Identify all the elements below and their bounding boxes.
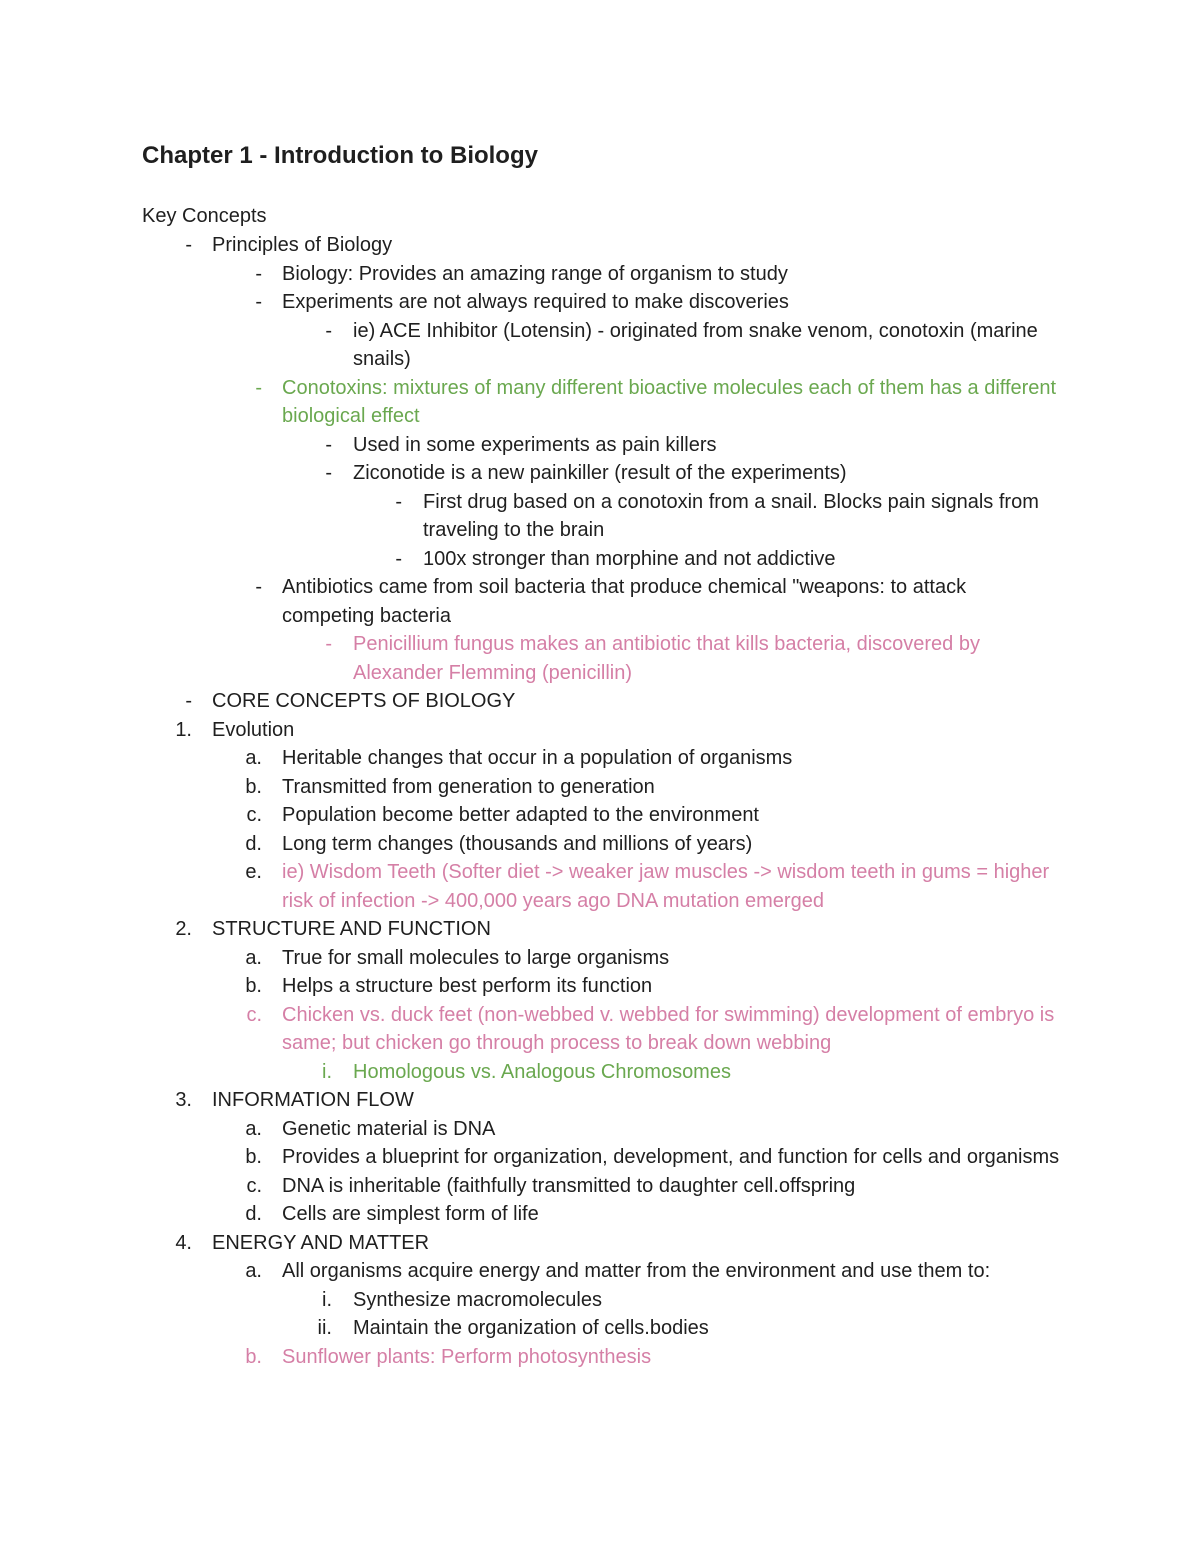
list-marker: - bbox=[255, 262, 262, 285]
list-item-text: Conotoxins: mixtures of many different bioactive molecules each of them has a different biological effect bbox=[282, 376, 1057, 427]
list-marker: b. bbox=[245, 775, 262, 798]
list-marker: c. bbox=[246, 1003, 262, 1026]
list-item-text: ie) Wisdom Teeth (Softer diet -> weaker jaw muscles -> wisdom teeth in gums = higher risk of infection -> 400,000 years ago DNA mutation emerged bbox=[282, 861, 1050, 912]
list-item-text: Sunflower plants: Perform photosynthesis bbox=[282, 1345, 652, 1368]
list-marker: - bbox=[325, 433, 332, 456]
list-marker: - bbox=[185, 234, 192, 256]
list-item-text: Cells are simplest form of life bbox=[282, 1203, 539, 1225]
list-marker: - bbox=[255, 376, 262, 399]
list-marker: i. bbox=[322, 1060, 332, 1083]
list-item-text: Long term changes (thousands and millions of years) bbox=[282, 832, 753, 855]
list-item-text: Biology: Provides an amazing range of organism to study bbox=[282, 262, 788, 285]
list-marker: 2. bbox=[175, 918, 192, 940]
list-marker: - bbox=[395, 547, 402, 570]
list-marker: - bbox=[325, 462, 332, 484]
list-marker: a. bbox=[245, 1117, 262, 1140]
list-marker: d. bbox=[245, 1203, 262, 1225]
list-marker: 4. bbox=[175, 1231, 192, 1254]
list-item-text: Provides a blueprint for organization, development, and function for cells and organisms bbox=[282, 1146, 1060, 1168]
list-marker: d. bbox=[245, 832, 262, 855]
list-item-text: ie) ACE Inhibitor (Lotensin) - originated from snake venom, conotoxin (marine snails) bbox=[353, 319, 1038, 370]
list-marker: c. bbox=[246, 804, 262, 826]
list-item-text: ENERGY AND MATTER bbox=[212, 1231, 430, 1254]
list-item-text: Helps a structure best perform its function bbox=[282, 975, 653, 997]
list-item-text: First drug based on a conotoxin from a snail. Blocks pain signals from traveling to the brain bbox=[423, 490, 1039, 541]
list-marker: ii. bbox=[317, 1317, 332, 1339]
list-item-text: Maintain the organization of cells.bodies bbox=[353, 1317, 709, 1339]
section-heading: Key Concepts bbox=[142, 205, 267, 227]
list-item-text: Population become better adapted to the environment bbox=[282, 804, 759, 826]
list-marker: b. bbox=[245, 1345, 262, 1368]
list-marker: b. bbox=[245, 1146, 262, 1168]
list-item-text: Chicken vs. duck feet (non-webbed v. webbed for swimming) development of embryo is same; but chicken go through process to break down webbing bbox=[282, 1003, 1055, 1054]
list-marker: i. bbox=[322, 1288, 332, 1311]
list-item-text: True for small molecules to large organisms bbox=[282, 946, 670, 969]
list-item-text: Evolution bbox=[212, 718, 295, 741]
page-title: Chapter 1 - Introduction to Biology bbox=[142, 142, 538, 169]
list-marker: - bbox=[325, 633, 332, 655]
list-item-text: Penicillium fungus makes an antibiotic that kills bacteria, discovered by Alexander Flemming (penicillin) bbox=[353, 633, 980, 684]
list-item-text: All organisms acquire energy and matter from the environment and use them to: bbox=[282, 1260, 991, 1282]
list-marker: - bbox=[325, 319, 332, 342]
list-marker: a. bbox=[245, 946, 262, 969]
list-marker: - bbox=[395, 490, 402, 513]
list-item-text: Genetic material is DNA bbox=[282, 1117, 496, 1140]
list-item-text: Synthesize macromolecules bbox=[353, 1288, 602, 1311]
list-marker: - bbox=[255, 576, 262, 598]
list-marker: 3. bbox=[175, 1089, 192, 1111]
list-marker: - bbox=[255, 291, 262, 313]
list-item-text: Transmitted from generation to generation bbox=[282, 775, 655, 798]
list-marker: a. bbox=[245, 1260, 262, 1282]
list-item-text: DNA is inheritable (faithfully transmitted to daughter cell.offspring bbox=[282, 1174, 856, 1197]
list-item-text: Antibiotics came from soil bacteria that produce chemical "weapons: to attack competing bacteria bbox=[282, 576, 967, 627]
list-marker: e. bbox=[245, 861, 262, 883]
list-marker: b. bbox=[245, 975, 262, 997]
list-item-text: INFORMATION FLOW bbox=[212, 1089, 414, 1111]
list-item-text: Ziconotide is a new painkiller (result of the experiments) bbox=[353, 462, 847, 484]
list-item-text: Homologous vs. Analogous Chromosomes bbox=[353, 1060, 731, 1083]
list-marker: - bbox=[185, 690, 192, 712]
list-item-text: Principles of Biology bbox=[212, 234, 393, 256]
list-item-text: Heritable changes that occur in a population of organisms bbox=[282, 747, 793, 769]
list-marker: a. bbox=[245, 747, 262, 769]
list-item-text: 100x stronger than morphine and not addictive bbox=[423, 547, 836, 570]
list-marker: 1. bbox=[175, 718, 192, 741]
list-item-text: STRUCTURE AND FUNCTION bbox=[212, 918, 491, 940]
list-item-text: Used in some experiments as pain killers bbox=[353, 433, 717, 456]
list-item-text: Experiments are not always required to make discoveries bbox=[282, 291, 789, 313]
list-item-text: CORE CONCEPTS OF BIOLOGY bbox=[212, 690, 516, 712]
list-marker: c. bbox=[246, 1174, 262, 1197]
